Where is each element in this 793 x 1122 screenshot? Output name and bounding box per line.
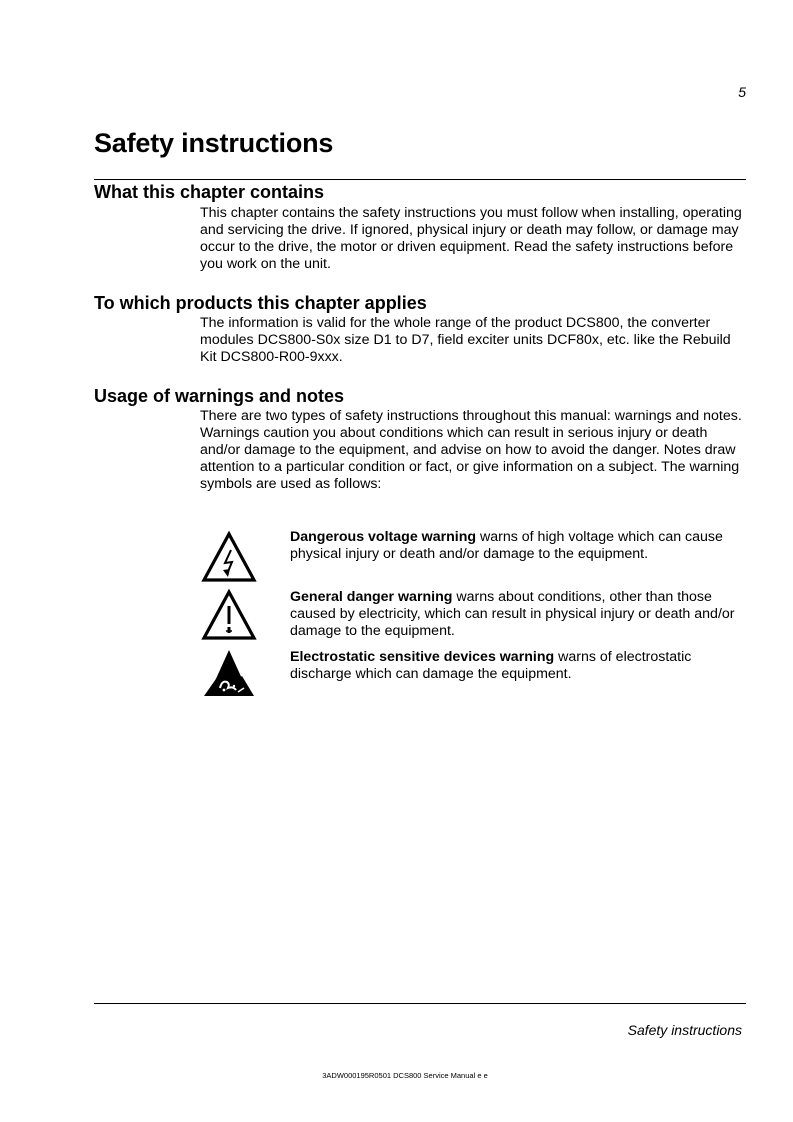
section-heading-chapter-contents: What this chapter contains bbox=[94, 182, 325, 202]
footer-section-title: Safety instructions bbox=[627, 1022, 742, 1038]
dangerous-voltage-icon bbox=[200, 530, 258, 586]
dangerous-voltage-warning-text: warns of high voltage which can cause physical injury or death and/or damage to the equipment. bbox=[290, 529, 723, 562]
general-danger-warning bbox=[290, 589, 745, 640]
section-heading-warnings-usage: Usage of warnings and notes bbox=[94, 386, 345, 406]
general-danger-warning-text: warns about conditions, other than those caused by electricity, which can result in physical injury or death and/or damage to the equipment. bbox=[290, 589, 735, 639]
section-heading-applicable-products: To which products this chapter applies bbox=[94, 293, 427, 313]
dangerous-voltage-warning bbox=[290, 529, 745, 563]
electrostatic-sensitive-warning-title: Electrostatic sensitive devices warning bbox=[290, 649, 555, 665]
footer-divider bbox=[94, 1003, 746, 1004]
page-number: 5 bbox=[738, 84, 746, 100]
dangerous-voltage-warning-title: Dangerous voltage warning bbox=[290, 529, 477, 545]
title-divider bbox=[94, 179, 746, 180]
document-id: 3ADW000195R0501 DCS800 Service Manual e e bbox=[322, 1071, 488, 1080]
section-body-applicable-products: The information is valid for the whole range of the product DCS800, the converter modules DCS800-S0x size D1 to D7, field exciter units DCF80x, etc. like the Rebuild Kit DCS800-R00-9xxx. bbox=[200, 315, 731, 365]
section-body-chapter-contents: This chapter contains the safety instructions you must follow when installing, operating and servicing the drive. If ignored, physical injury or death may follow, or damage may occur to the drive, the motor or driven equipment. Read the safety instructions before you work on the unit. bbox=[200, 205, 742, 272]
electrostatic-sensitive-warning-text: warns of electrostatic discharge which can damage the equipment. bbox=[290, 649, 692, 682]
general-danger-warning-title: General danger warning bbox=[290, 589, 453, 605]
electrostatic-sensitive-icon bbox=[200, 646, 258, 702]
electrostatic-sensitive-warning bbox=[290, 649, 745, 683]
section-body-warnings-usage: There are two types of safety instructions throughout this manual: warnings and notes. Warnings caution you about conditions which can result in serious injury or death and/or damage to the equipment, and advise on how to avoid the danger. Notes draw attention to a particular condition or fact, or give information on a subject. The warning symbols are used as follows: bbox=[200, 408, 742, 492]
chapter-title: Safety instructions bbox=[94, 128, 334, 158]
general-danger-icon bbox=[200, 588, 258, 644]
